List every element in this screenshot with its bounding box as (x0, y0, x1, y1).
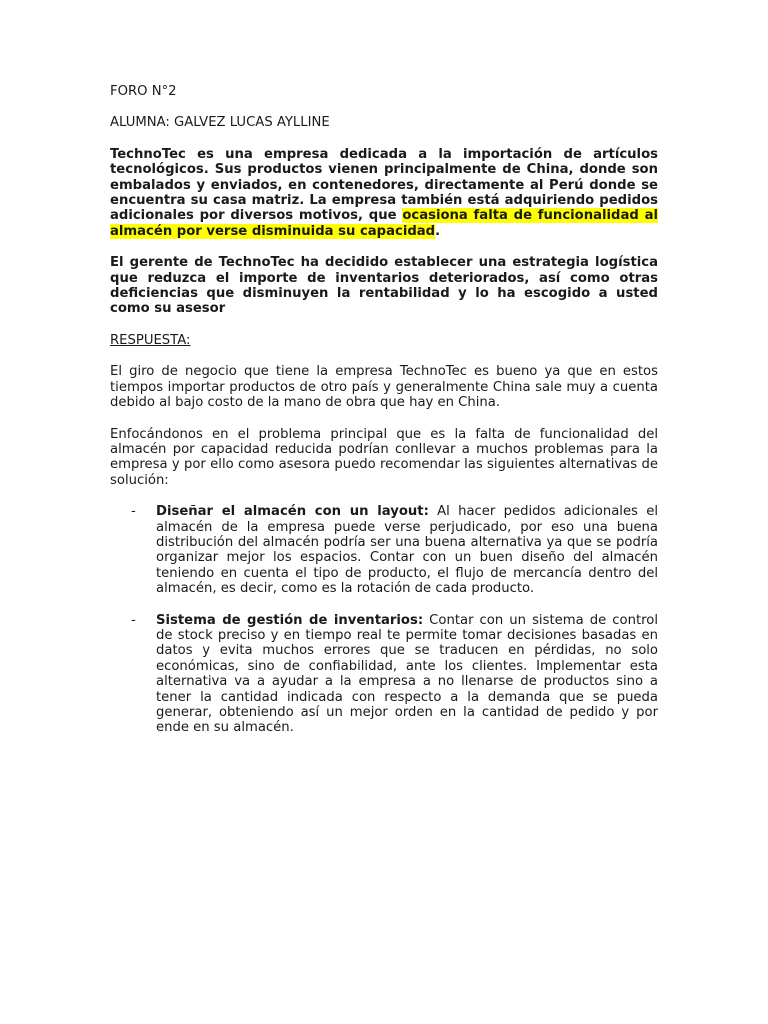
document-title: FORO N°2 (110, 84, 177, 99)
list-item (110, 504, 658, 596)
bullet-dash: - (131, 612, 136, 628)
answer-paragraph-2: Enfocándonos en el problema principal que es la falta de funcionalidad del almacén por capacidad reducida podrían conllevar a muchos problemas para la empresa y por ello como asesora puedo recomendar las siguientes alternativas de solución: (110, 426, 658, 488)
bullet-dash: - (131, 504, 136, 520)
document-page (110, 84, 658, 752)
bullet-title: Sistema de gestión de inventarios: (156, 612, 424, 628)
case-paragraph-1 (110, 147, 658, 239)
bullet-text: Contar con un sistema de control de stock preciso y en tiempo real te permite tomar decisiones basadas en datos y evita muchos errores que se traducen en pérdidas, no solo económicas, sino de confiabilidad, ante los clientes. Implementar esta alternativa va a ayudar a la empresa a no llenarse de productos sino a tener la cantidad indicada con respecto a la demanda que se pueda generar, obteniendo así un mejor orden en la cantidad de pedido y por ende en su almacén. (156, 612, 658, 736)
bullet-text: Al hacer pedidos adicionales el almacén de la empresa puede verse perjudicado, por eso una buena distribución del almacén podría ser una buena alternativa ya que se podría organizar mejor los espacios. Contar con un buen diseño del almacén teniendo en cuenta el tipo de producto, el flujo de mercancía dentro del almacén, es decir, como es la rotación de cada producto. (156, 504, 658, 597)
case-paragraph-1-text: TechnoTec es una empresa dedicada a la importación de artículos tecnológicos. Sus productos vienen principalmente de China, donde son embalados y enviados, en contenedores, directamente al Perú donde se encuentra su casa matriz. La empresa también está adquiriendo pedidos adicionales por diversos motivos, que (110, 146, 658, 224)
answer-heading: RESPUESTA: (110, 332, 191, 348)
student-name: ALUMNA: GALVEZ LUCAS AYLLINE (110, 115, 330, 131)
list-item (110, 613, 658, 736)
answer-paragraph-1: El giro de negocio que tiene la empresa TechnoTec es bueno ya que en estos tiempos importar productos de otro país y generalmente China sale muy a cuenta debido al bajo costo de la mano de obra que hay en China. (110, 364, 658, 411)
bullet-title: Diseñar el almacén con un layout: (156, 504, 429, 520)
case-paragraph-1-end: . (435, 223, 441, 239)
case-paragraph-2: El gerente de TechnoTec ha decidido establecer una estrategia logística que reduzca el importe de inventarios deteriorados, así como otras deficiencias que disminuyen la rentabilidad y lo ha escogido a usted como su asesor (110, 255, 658, 317)
highlighted-text: ocasiona falta de funcionalidad al almacén por verse disminuida su capacidad (110, 208, 658, 239)
